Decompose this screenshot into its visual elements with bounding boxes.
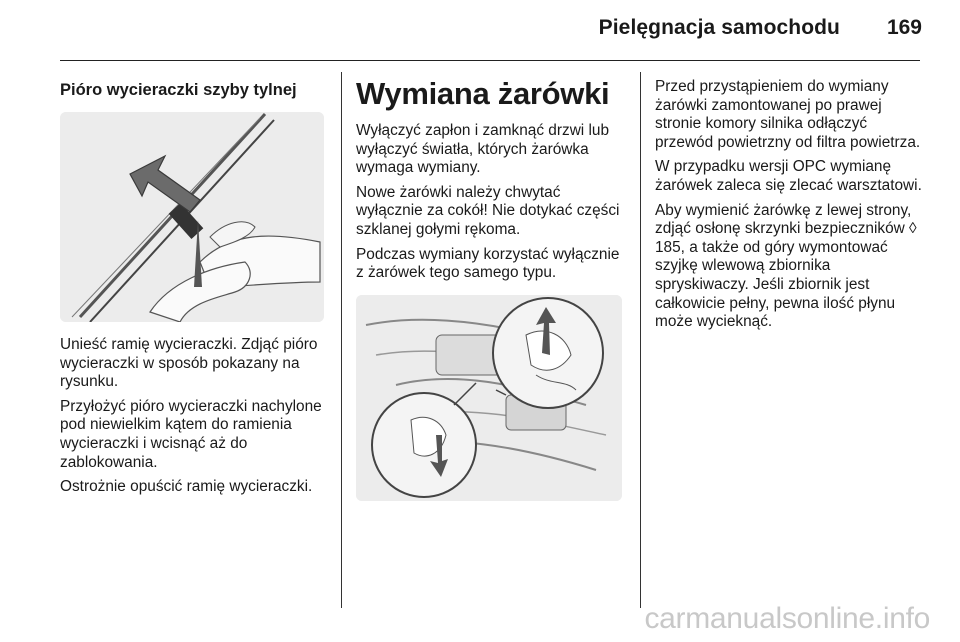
watermark: carmanualsonline.info [644, 602, 930, 635]
paragraph: Podczas wymiany korzystać wyłącznie z żarówek tego samego typu. [356, 245, 620, 282]
paragraph: Przyłożyć pióro wycieraczki nachylone pod niewielkim kątem do ramienia wycieraczki i wcisnąć aż do zablokowania. [60, 397, 322, 471]
wiper-blade-illustration [60, 112, 324, 322]
section-heading-bulb-replacement: Wymiana żarówki [356, 76, 610, 111]
paragraph: Unieść ramię wycieraczki. Zdjąć pióro wycieraczki w sposób pokazany na rysunku. [60, 336, 318, 391]
paragraph: Przed przystąpieniem do wymiany żarówki zamontowanej po prawej stronie komory silnika odłączyć przewód powietrzny od filtra powietrza. [655, 78, 921, 151]
paragraph: Nowe żarówki należy chwytać wyłącznie za cokół! Nie dotykać części szklanej gołymi rękoma. [356, 183, 620, 238]
column-2 [356, 76, 628, 501]
column-divider [640, 72, 641, 608]
engine-bay-illustration [356, 295, 622, 501]
section-heading-rear-wiper: Pióro wycieraczki szyby tylnej [60, 81, 297, 99]
page-header-title: Pielęgnacja samochodu [598, 16, 840, 39]
column-1 [60, 80, 328, 503]
header-rule [60, 60, 920, 61]
paragraph: W przypadku wersji OPC wymianę żarówek zaleca się zlecać warsztatowi. [655, 158, 922, 194]
paragraph: Ostrożnie opuścić ramię wycieraczki. [60, 478, 313, 496]
paragraph: Wyłączyć zapłon i zamknąć drzwi lub wyłączyć światła, których żarówka wymaga wymiany. [356, 122, 610, 177]
paragraph: Aby wymienić żarówkę z lewej strony, zdjąć osłonę skrzynki bezpieczników ◊ 185, a także od góry wymontować szyjkę wlewową zbiornika spryskiwaczy. Jeśli zbiornik jest całkowicie pełny, pewna ilość płynu może wycieknąć. [655, 201, 917, 331]
column-3 [655, 78, 925, 338]
page-number: 169 [886, 16, 922, 39]
column-divider [341, 72, 342, 608]
